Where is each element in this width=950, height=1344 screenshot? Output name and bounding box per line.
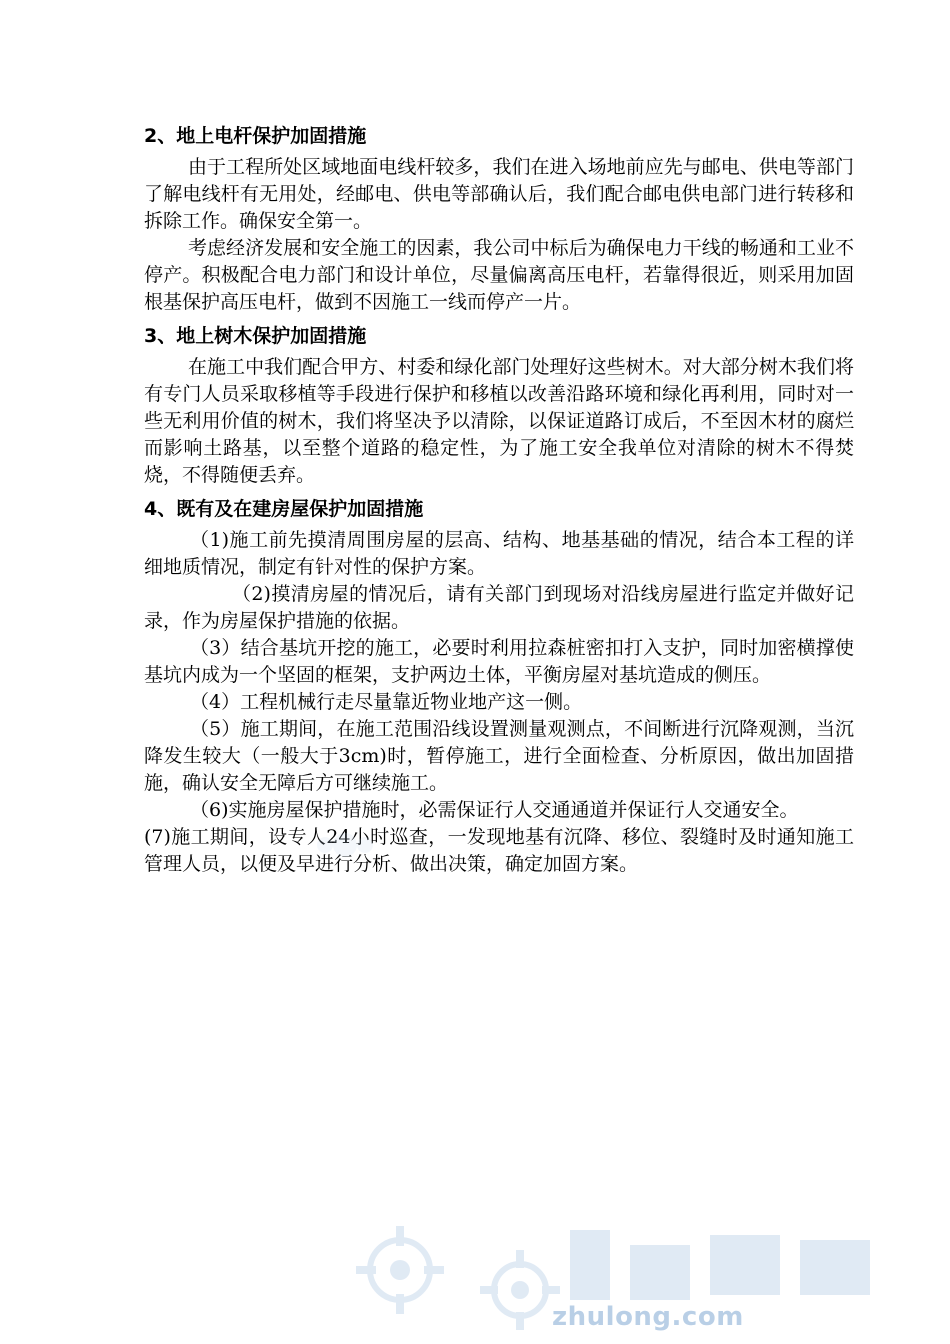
paragraph: 考虑经济发展和安全施工的因素，我公司中标后为确保电力干线的畅通和工业不停产。积极配合电力部门和设计单位，尽量偏离高压电杆，若靠得很近，则采用加固根基保护高压电杆，做到不因施工一线而停产一片。 [144,237,854,313]
paragraph: 在施工中我们配合甲方、村委和绿化部门处理好这些树木。对大部分树木我们将有专门人员采取移植等手段进行保护和移植以改善沿路环境和绿化再利用，同时对一些无利用价值的树木，我们将坚决予以清除，以保证道路订成后，不至因木材的腐烂而影响土路基，以至整个道路的稳定性，为了施工安全我单位对清除的树木不得焚烧，不得随便丢弃。 [144,356,854,486]
list-item: （2)摸清房屋的情况后，请有关部门到现场对沿线房屋进行监定并做好记录，作为房屋保护措施的依据。 [144,583,854,632]
section-electric-poles [144,122,854,316]
list-item: （1)施工前先摸清周围房屋的层高、结构、地基基础的情况，结合本工程的详细地质情况，制定有针对性的保护方案。 [144,529,854,578]
section-trees [144,322,854,489]
list-item: （6)实施房屋保护措施时，必需保证行人交通通道并保证行人交通安全。 [190,799,799,821]
watermark-text: zhulong.com [552,1302,744,1332]
document-body [144,122,854,878]
list-item: （3）结合基坑开挖的施工，必要时利用拉森桩密扣打入支护，同时加密横撑使基坑内成为一个坚固的框架，支护两边土体，平衡房屋对基坑造成的侧压。 [144,637,854,686]
list-item: （4）工程机械行走尽量靠近物业地产这一侧。 [190,691,583,713]
section-heading: 3、地上树木保护加固措施 [144,325,367,347]
section-heading: 2、地上电杆保护加固措施 [144,125,367,147]
watermark-logo-icon [300,815,390,875]
list-item: (7)施工期间，设专人24小时巡查，一发现地基有沉降、移位、裂缝时及时通知施工管理人员，以便及早进行分析、做出决策，确定加固方案。 [144,826,854,875]
section-heading: 4、既有及在建房屋保护加固措施 [144,498,424,520]
list-item: （5）施工期间，在施工范围沿线设置测量观测点，不间断进行沉降观测，当沉降发生较大（一般大于3cm)时，暂停施工，进行全面检查、分析原因，做出加固措施，确认安全无障后方可继续施工。 [144,718,854,794]
section-buildings [144,495,854,878]
paragraph: 由于工程所处区域地面电线杆较多，我们在进入场地前应先与邮电、供电等部门了解电线杆有无用处，经邮电、供电等部确认后，我们配合邮电供电部门进行转移和拆除工作。确保安全第一。 [144,156,854,232]
